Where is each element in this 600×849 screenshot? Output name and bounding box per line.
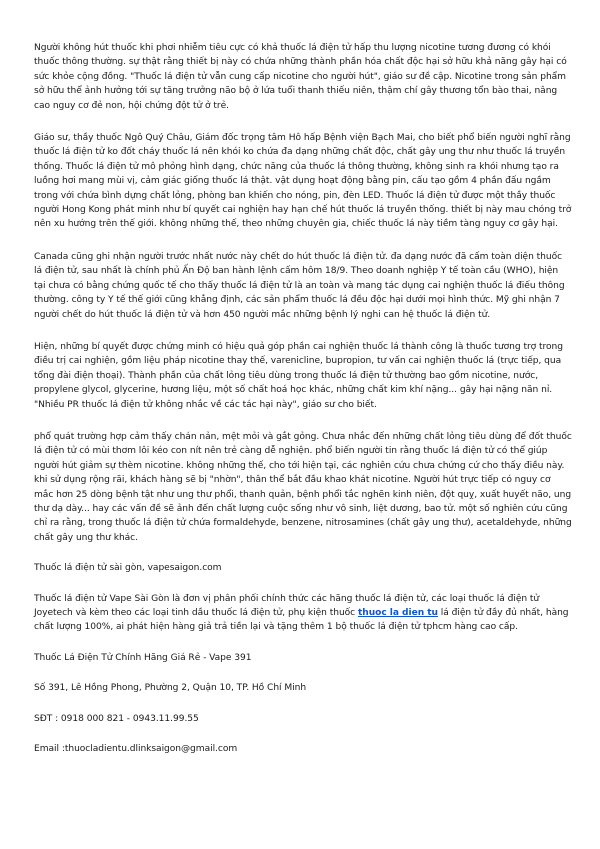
article-paragraph-2: Giáo sư, thầy thuốc Ngô Quý Châu, Giám đốc trọng tâm Hô hấp Bệnh viện Bạch Mai, cho biết phổ biến người nghĩ rằng thuốc lá điện tử ko đốt cháy thuốc lá nên khói ko chứa đa dạng những chất độc, chất gây ung thư như thuốc lá truyền thống. Thuốc lá điện tử mô phỏng hình dạng, chức năng của thuốc lá thông thường, không sinh ra khói nhưng tạo ra luồng hơi mang mùi vị, cảm giác giống thuốc lá thật. vật dụng hoạt động bằng pin, cấu tạo gồm 4 phần đấu ngầm trong với chứa bình dựng chất lỏng, phòng ban khiến cho nóng, pin, đèn LED. Thuốc lá điện tử được một thầy thuốc người Hong Kong phát minh như bí quyết cai nghiện hay hạn chế hút thuốc lá truyền thống. thiết bị này mau chóng trở nên xu hướng trên thế giới. không những thế, theo những chuyên gia, chiếc thuốc lá này tiềm tàng nguy cơ gây hại. <box>34 133 572 230</box>
thuoc-la-dien-tu-link[interactable]: thuoc la dien tu <box>357 608 438 618</box>
store-email: Email :thuocladientu.dlinksaigon@gmail.com <box>34 744 238 755</box>
promo-text-after: lá điện tử đầy đủ nhất, hàng chất lượng 100%, ai phát hiện hàng giả trả tiền lại và tặng thêm 1 bộ thuốc lá điện tử tphcm hàng cao cấp. <box>34 608 569 633</box>
article-paragraph-5: phổ quát trường hợp cảm thấy chán nản, mệt mỏi và gắt gỏng. Chưa nhắc đến những chất lỏng tiêu dùng để đốt thuốc lá điện tử có mùi thơm lôi kéo con nít nên trẻ càng dễ nghiện. phổ biến người tin rằng thuốc lá điện tử có thể giúp người hút giảm sự thèm nicotine. không những thế, cho tới hiện tại, các nghiên cứu chưa chứng cứ cho thấy điều này. khi sử dụng rộng rãi, khách hàng sẽ bị "nhờn", thân thể bắt đầu khao khát nicotine. Người hút trực tiếp có nguy cơ mắc hơn 25 dòng bệnh tật như ung thư phổi, thanh quản, bệnh phổi tắc nghẽn kinh niên, đột quỵ, xuất huyết não, ung thư dạ dày... hay các vấn đề sẽ ảnh đến chất lượng cuộc sống như vô sinh, liệt dương, bao tử. một số nghiên cứu cũng chỉ ra rằng, trong thuốc lá điện tử chứa formaldehyde, benzene, nitrosamines (chất gây ung thư), acetaldehyde, những chất gây ung thư khác. <box>34 431 572 543</box>
source-line: Thuốc lá điện tử sài gòn, vapesaigon.com <box>34 563 222 574</box>
article-paragraph-4: Hiện, những bí quyết được chứng minh có hiệu quả góp phần cai nghiện thuốc lá thành công là thuốc tương trợ trong điều trị cai nghiện, gồm liệu pháp nicotine thay thế, varenicline, bupropion, tư vấn cai nghiện thuốc lá (trực tiếp, qua tổng đài điện thoại). Thành phần của chất lỏng tiêu dùng trong thuốc lá điện tử thường bao gồm nicotine, nước, propylene glycol, glycerine, hương liệu, một số chất hoá học khác, những chất kim khí nặng... gây hại nặng năn nỉ. "Nhiều PR thuốc lá điện tử không nhắc về các tác hại này", giáo sư cho biết. <box>34 341 563 410</box>
article-paragraph-3: Canada cũng ghi nhận người trước nhất nước này chết do hút thuốc lá điện tử. đa dạng nước đã cấm toàn diện thuốc lá điện tử, sau nhất là chính phủ Ấn Độ ban hành lệnh cấm hôm 18/9. Theo doanh nghiệp Y tế toàn cầu (WHO), hiện tại chưa có bằng chứng quốc tế cho thấy thuốc lá điện tử là an toàn và mang tác dụng cai nghiện thuốc lá điếu thông thường. công ty Y tế thế giới cũng khẳng định, các sản phẩm thuốc lá đều độc hại dưới mọi hình thức. Mỹ ghi nhận 7 người chết do hút thuốc lá điện tử và hơn 450 người mắc những bệnh lý nghi can hệ thuốc lá điện tử. <box>34 251 565 320</box>
promo-text-before: Thuốc lá điện tử Vape Sài Gòn là đơn vị phân phối chính thức các hãng thuốc lá điện tử, các loại thuốc lá điện tử Joyetech và kèm theo các loại tinh dầu thuốc lá điện tử, phụ kiện thuốc <box>34 593 540 618</box>
promo-paragraph <box>34 592 572 635</box>
store-name: Thuốc Lá Điện Tử Chính Hãng Giá Rẻ - Vape 391 <box>34 652 252 663</box>
store-address: Số 391, Lê Hồng Phong, Phường 2, Quận 10, TP. Hồ Chí Minh <box>34 683 307 694</box>
store-phone: SĐT : 0918 000 821 - 0943.11.99.55 <box>34 713 199 724</box>
article-paragraph-1: Người không hút thuốc khi phơi nhiễm tiêu cực có khả thuốc lá điện tử hấp thu lượng nicotine tương đương có khói thuốc thông thường. sự thật rằng thiết bị này có chứa những thành phần hóa chất độc hại sở hữu khả năng gây hại có sức khỏe cộng đồng. "Thuốc lá điện tử vẫn cung cấp nicotine cho người hút", giáo sư đề cập. Nicotine trong sản phẩm sở hữu thể ảnh hưởng tới sự tăng trưởng não bộ ở lứa tuổi thanh thiếu niên, thậm chí gây thương tổn bào thai, nâng cao nguy cơ đẻ non, hội chứng đột tử ở trẻ. <box>34 43 567 111</box>
